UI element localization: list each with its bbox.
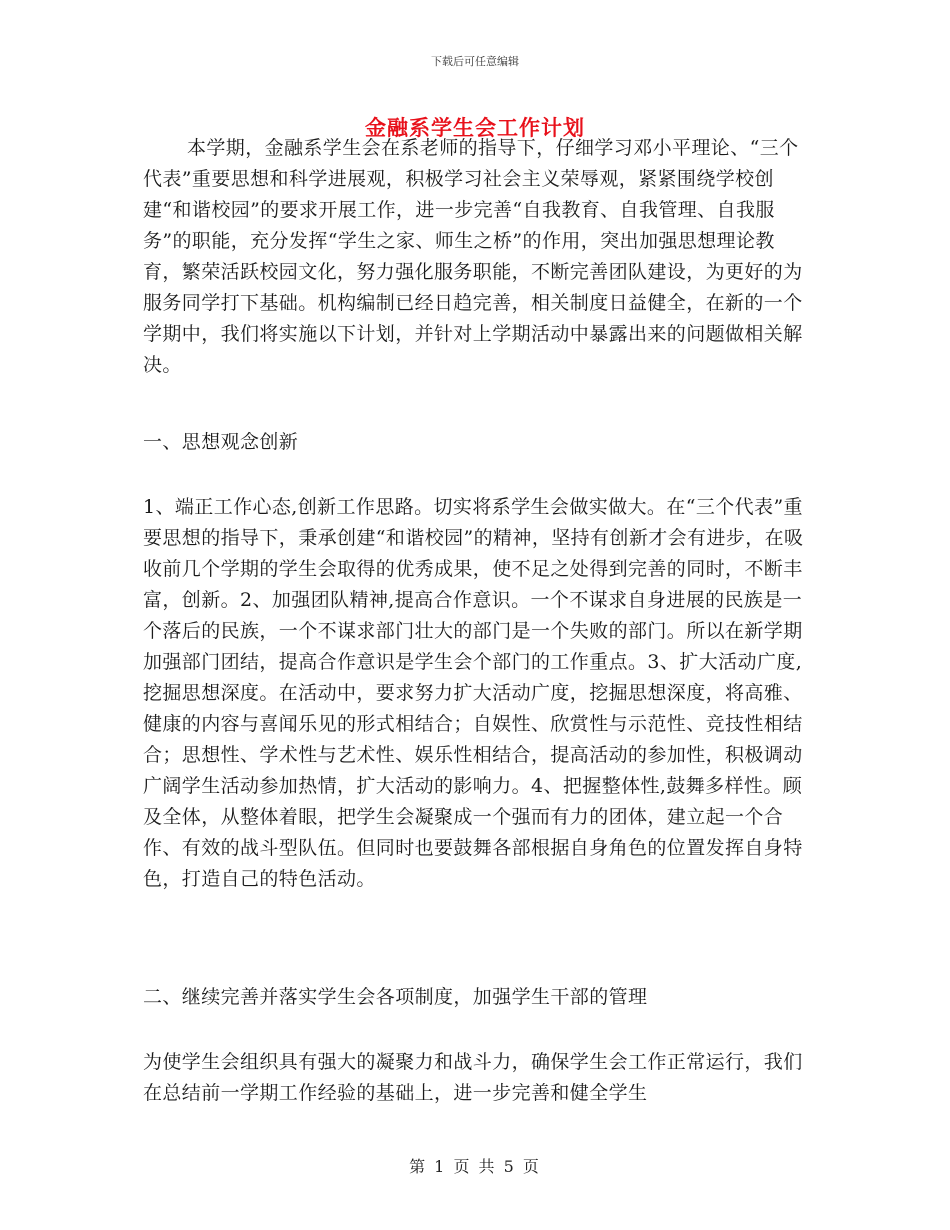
intro-paragraph (143, 133, 809, 381)
intro-text: 本学期，金融系学生会在系老师的指导下，仔细学习邓小平理论、“三个代表”重要思想和科学进展观，积极学习社会主义荣辱观，紧紧围绕学校创建“和谐校园”的要求开展工作，进一步完善“自我教育、自我管理、自我服务”的职能，充分发挥“学生之家、师生之桥”的作用，突出加强思想理论教育，繁荣活跃校园文化，努力强化服务职能，不断完善团队建设，为更好的为服务同学打下基础。机构编制已经日趋完善，相关制度日益健全，在新的一个学期中，我们将实施以下计划，并针对上学期活动中暴露出来的问题做相关解决。 (143, 137, 803, 376)
section-2-heading: 二、继续完善并落实学生会各项制度，加强学生干部的管理 (143, 986, 648, 1008)
page-header-note: 下载后可任意编辑 (431, 55, 519, 68)
document-title: 金融系学生会工作计划 (365, 115, 585, 140)
section-1-heading: 一、思想观念创新 (143, 431, 299, 453)
section-2-body: 为使学生会组织具有强大的凝聚力和战斗力，确保学生会工作正常运行，我们在总结前一学期工作经验的基础上，进一步完善和健全学生 (143, 1051, 803, 1104)
section-1-body: 1、端正工作心态,创新工作思路。切实将系学生会做实做大。在“三个代表”重要思想的指导下，秉承创建“和谐校园”的精神，坚持有创新才会有进步，在吸收前几个学期的学生会取得的优秀成果，使不足之处得到完善的同时，不断丰富，创新。2、加强团队精神,提高合作意识。一个不谋求自身进展的民族是一个落后的民族，一个不谋求部门壮大的部门是一个失败的部门。所以在新学期加强部门团结，提高合作意识是学生会个部门的工作重点。3、扩大活动广度,挖掘思想深度。在活动中，要求努力扩大活动广度，挖掘思想深度，将高雅、健康的内容与喜闻乐见的形式相结合；自娱性、欣赏性与示范性、竞技性相结合；思想性、学术性与艺术性、娱乐性相结合，提高活动的参加性，积极调动广阔学生活动参加热情，扩大活动的影响力。4、把握整体性,鼓舞多样性。顾及全体，从整体着眼，把学生会凝聚成一个强而有力的团体，建立起一个合作、有效的战斗型队伍。但同时也要鼓舞各部根据自身角色的位置发挥自身特色，打造自己的特色活动。 (143, 496, 804, 890)
page-number-footer: 第 1 页 共 5 页 (409, 1157, 541, 1176)
